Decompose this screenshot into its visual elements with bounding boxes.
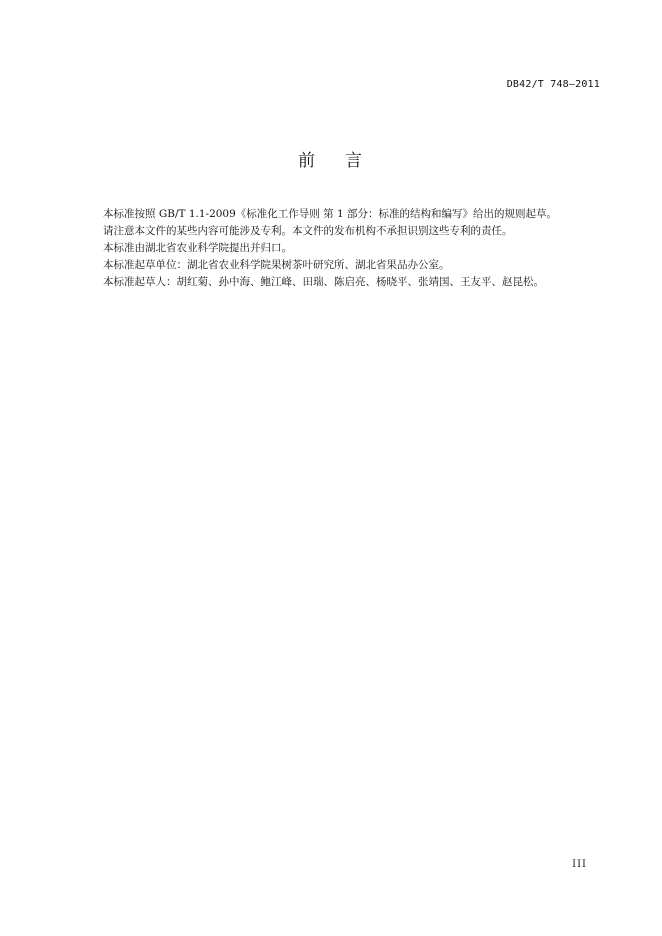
page-number: III <box>572 859 587 870</box>
page-title <box>0 146 662 171</box>
paragraph-proposer: 本标准由湖北省农业科学院提出并归口。 <box>103 242 292 254</box>
paragraph-patent-notice: 请注意本文件的某些内容可能涉及专利。本文件的发布机构不承担识别这些专利的责任。 <box>103 225 513 237</box>
paragraph-drafting-units: 本标准起草单位：湖北省农业科学院果树茶叶研究所、湖北省果品办公室。 <box>103 259 450 271</box>
paragraph-drafters: 本标准起草人：胡红菊、孙中海、鲍江峰、田瑞、陈启亮、杨晓平、张靖国、王友平、赵昆松。 <box>103 276 544 288</box>
standard-code: DB42/T 748—2011 <box>506 79 600 90</box>
title-char-2: 言 <box>345 151 364 171</box>
foreword-body <box>103 206 603 291</box>
paragraph-drafting-rules: 本标准按照 GB/T 1.1-2009《标准化工作导则 第 1 部分：标准的结构和编写》给出的规则起草。 <box>103 208 557 220</box>
title-char-1: 前 <box>298 151 317 171</box>
